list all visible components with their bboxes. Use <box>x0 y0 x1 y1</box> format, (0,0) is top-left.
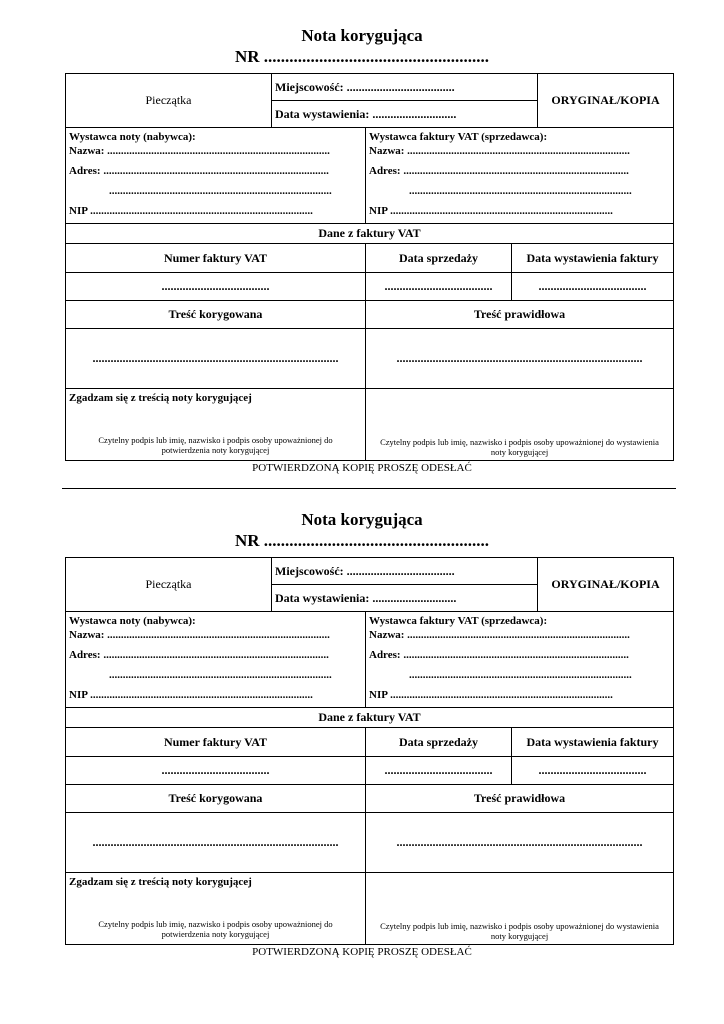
form-table <box>65 73 674 461</box>
seller-nip-field[interactable]: NIP ................................................................................. <box>369 689 613 701</box>
seller-address-field[interactable]: Adres: .................................................................................. <box>369 649 629 661</box>
correct-content-header: Treść prawidłowa <box>366 785 674 813</box>
buyer-nip-field[interactable]: NIP ................................................................................. <box>69 689 313 701</box>
sale-date-header: Data sprzedaży <box>366 728 512 757</box>
place-field[interactable]: Miejscowość: .................................... <box>272 558 538 585</box>
seller-header: Wystawca faktury VAT (sprzedawca): <box>369 615 548 627</box>
buyer-signature-cell[interactable] <box>66 389 366 461</box>
footer-note: POTWIERDZONĄ KOPIĘ PROSZĘ ODESŁAĆ <box>252 946 472 958</box>
note-number: NR ..................................................... <box>234 531 490 550</box>
buyer-signature-cell[interactable] <box>66 873 366 945</box>
correct-content-field[interactable]: .................................................................................. <box>366 329 674 389</box>
original-copy-label: ORYGINAŁ/KOPIA <box>538 74 674 128</box>
issue-date-field[interactable]: Data wystawienia: ............................ <box>272 101 538 128</box>
seller-address-line2[interactable]: ................................................................................. <box>409 185 632 197</box>
corrected-content-field[interactable]: .................................................................................. <box>66 813 366 873</box>
invoice-date-field[interactable]: .................................... <box>512 757 674 785</box>
agree-label: Zgadzam się z treścią noty korygującej <box>69 876 252 888</box>
sale-date-header: Data sprzedaży <box>366 244 512 273</box>
invoice-number-header: Numer faktury VAT <box>66 728 366 757</box>
buyer-signature-caption: Czytelny podpis lub imię, nazwisko i podpis osoby upoważnionej do potwierdzenia noty korygującej <box>98 435 333 455</box>
form-title: Nota korygująca <box>301 26 423 45</box>
place-field[interactable]: Miejscowość: .................................... <box>272 74 538 101</box>
seller-signature-cell[interactable] <box>366 873 674 945</box>
invoice-section-title: Dane z faktury VAT <box>66 224 674 244</box>
seller-signature-caption: Czytelny podpis lub imię, nazwisko i podpis osoby upoważnionej do wystawienia noty korygującej <box>380 437 659 457</box>
correct-content-field[interactable]: .................................................................................. <box>366 813 674 873</box>
buyer-address-field[interactable]: Adres: .................................................................................. <box>69 649 329 661</box>
buyer-name-field[interactable]: Nazwa: ................................................................................. <box>69 629 330 641</box>
invoice-section-title: Dane z faktury VAT <box>66 708 674 728</box>
corrected-content-header: Treść korygowana <box>66 785 366 813</box>
invoice-date-field[interactable]: .................................... <box>512 273 674 301</box>
seller-name-field[interactable]: Nazwa: ................................................................................. <box>369 145 630 157</box>
buyer-name-field[interactable]: Nazwa: ................................................................................. <box>69 145 330 157</box>
buyer-header: Wystawca noty (nabywca): <box>69 615 196 627</box>
buyer-section <box>66 128 366 224</box>
seller-signature-cell[interactable] <box>366 389 674 461</box>
invoice-date-header: Data wystawienia faktury <box>512 728 674 757</box>
buyer-address-line2[interactable]: ................................................................................. <box>109 185 332 197</box>
note-number: NR ..................................................... <box>234 47 490 66</box>
agree-label: Zgadzam się z treścią noty korygującej <box>69 392 252 404</box>
buyer-address-field[interactable]: Adres: .................................................................................. <box>69 165 329 177</box>
seller-name-field[interactable]: Nazwa: ................................................................................. <box>369 629 630 641</box>
seller-header: Wystawca faktury VAT (sprzedawca): <box>369 131 548 143</box>
corrected-content-field[interactable]: .................................................................................. <box>66 329 366 389</box>
seller-section <box>366 612 674 708</box>
invoice-number-field[interactable]: .................................... <box>66 273 366 301</box>
seller-signature-caption: Czytelny podpis lub imię, nazwisko i podpis osoby upoważnionej do wystawienia noty korygującej <box>380 921 659 941</box>
invoice-number-field[interactable]: .................................... <box>66 757 366 785</box>
form-title: Nota korygująca <box>301 510 423 529</box>
footer-note: POTWIERDZONĄ KOPIĘ PROSZĘ ODESŁAĆ <box>252 462 472 474</box>
seller-nip-field[interactable]: NIP ................................................................................. <box>369 205 613 217</box>
buyer-signature-caption: Czytelny podpis lub imię, nazwisko i podpis osoby upoważnionej do potwierdzenia noty korygującej <box>98 919 333 939</box>
seller-address-line2[interactable]: ................................................................................. <box>409 669 632 681</box>
issue-date-field[interactable]: Data wystawienia: ............................ <box>272 585 538 612</box>
corrected-content-header: Treść korygowana <box>66 301 366 329</box>
buyer-address-line2[interactable]: ................................................................................. <box>109 669 332 681</box>
sale-date-field[interactable]: .................................... <box>366 273 512 301</box>
seller-address-field[interactable]: Adres: .................................................................................. <box>369 165 629 177</box>
invoice-number-header: Numer faktury VAT <box>66 244 366 273</box>
buyer-nip-field[interactable]: NIP ................................................................................. <box>69 205 313 217</box>
sale-date-field[interactable]: .................................... <box>366 757 512 785</box>
buyer-section <box>66 612 366 708</box>
cut-line-divider <box>62 488 676 489</box>
seller-section <box>366 128 674 224</box>
invoice-date-header: Data wystawienia faktury <box>512 244 674 273</box>
stamp-cell: Pieczątka <box>66 558 272 612</box>
buyer-header: Wystawca noty (nabywca): <box>69 131 196 143</box>
correct-content-header: Treść prawidłowa <box>366 301 674 329</box>
original-copy-label: ORYGINAŁ/KOPIA <box>538 558 674 612</box>
stamp-cell: Pieczątka <box>66 74 272 128</box>
form-table <box>65 557 674 945</box>
